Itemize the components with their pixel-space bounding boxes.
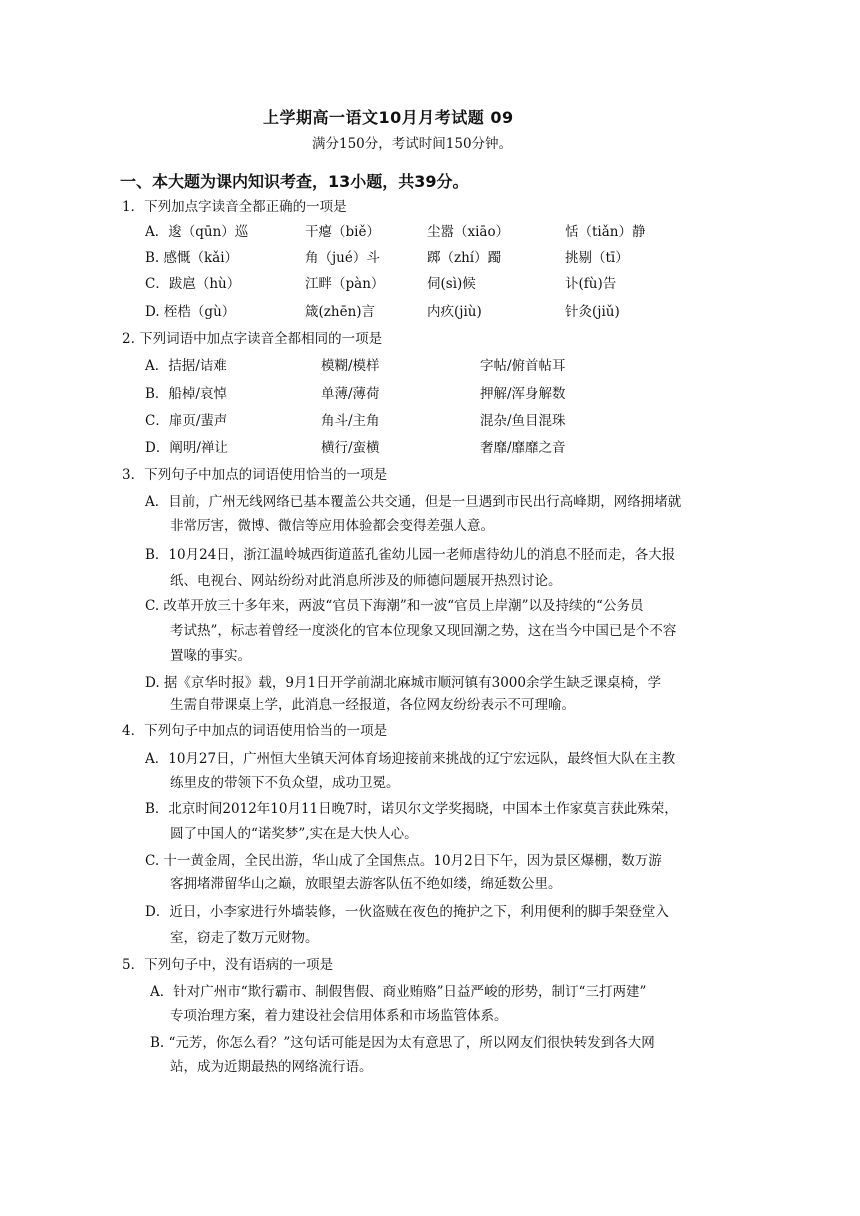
q3-option-b-line-2: 纸、电视台、网站纷纷对此消息所涉及的师德问题展开热烈讨论。 <box>170 573 562 589</box>
q1-b-item-1: B. 感慨（kǎi） <box>145 250 239 266</box>
q5-option-b-line-1: B. “元芳，你怎么看？”这句话可能是因为太有意思了，所以网友们很快转发到各大网 <box>150 1035 655 1051</box>
q3-option-a-line-2: 非常厉害，微博、微信等应用体验都会变得差强人意。 <box>170 518 494 534</box>
q1-a-item-3: 尘嚣（xiāo） <box>427 224 510 240</box>
q1-option-a <box>145 222 765 242</box>
q4-option-b-line-2: 圆了中国人的“诺奖梦”,实在是大快人心。 <box>170 826 418 842</box>
q2-option-a <box>145 356 765 376</box>
q1-c-item-2: 江畔（pàn） <box>305 276 385 292</box>
q1-c-item-4: 讣(fù)告 <box>565 276 617 292</box>
q3-option-c-line-1: C. 改革开放三十多年来，两波“官员下海潮”和一波“官员上岸潮”以及持续的“公务员 <box>145 598 644 614</box>
q2-c-item-3: 混杂/鱼目混珠 <box>480 413 566 429</box>
exam-subtitle: 满分150分，考试时间150分钟。 <box>312 136 513 152</box>
q3-option-d-line-2: 生需自带课桌上学，此消息一经报道，各位网友纷纷表示不可理喻。 <box>170 697 575 713</box>
q3-option-b-line-1: B．10月24日，浙江温岭城西街道蓝孔雀幼儿园一老师虐待幼儿的消息不胫而走，各大报 <box>145 547 676 563</box>
q2-c-item-1: C．扉页/蜚声 <box>145 413 228 429</box>
q2-d-item-1: D．阐明/禅让 <box>145 440 228 456</box>
q1-b-item-4: 挑剔（tī） <box>565 250 629 266</box>
q4-option-d-line-1: D．近日，小李家进行外墙装修，一伙盗贼在夜色的掩护之下，利用便利的脚手架登堂入 <box>145 904 669 920</box>
q5-option-b-line-2: 站，成为近期最热的网络流行语。 <box>170 1059 373 1075</box>
q1-a-item-2: 干瘪（biě） <box>305 224 380 240</box>
q4-option-a-line-1: A．10月27日，广州恒大坐镇天河体育场迎接前来挑战的辽宁宏远队，最终恒大队在主教 <box>145 751 676 767</box>
q2-b-item-3: 押解/浑身解数 <box>480 386 566 402</box>
q2-a-item-3: 字帖/俯首帖耳 <box>480 358 566 374</box>
section-heading: 一、本大题为课内知识考查，13小题，共39分。 <box>120 172 469 191</box>
q2-option-b <box>145 384 765 404</box>
q3-option-c-line-2: 考试热”，标志着曾经一度淡化的官本位现象又现回潮之势，这在当今中国已是个不容 <box>170 623 677 639</box>
q2-option-d <box>145 438 765 458</box>
q3-option-a-line-1: A．目前，广州无线网络已基本覆盖公共交通，但是一旦遇到市民出行高峰期，网络拥堵就 <box>145 494 682 510</box>
q1-c-item-3: 伺(sì)候 <box>427 276 476 292</box>
q4-option-c-line-2: 客拥堵滞留华山之巅，放眼望去游客队伍不绝如缕，绵延数公里。 <box>170 876 562 892</box>
q1-option-c <box>145 274 765 294</box>
q1-d-item-4: 针灸(jiǔ) <box>565 304 620 320</box>
q2-d-item-2: 横行/蛮横 <box>321 440 380 456</box>
q1-d-item-1: D. 桎梏（gù） <box>145 304 236 320</box>
q2-option-c <box>145 411 765 431</box>
q1-d-item-3: 内疚(jiù) <box>427 304 482 320</box>
q1-stem: 1．下列加点字读音全都正确的一项是 <box>122 199 347 215</box>
q4-option-c-line-1: C. 十一黄金周，全民出游，华山成了全国焦点。10月2日下午，因为景区爆棚，数万游 <box>145 853 662 869</box>
exam-title: 上学期高一语文10月月考试题 09 <box>263 108 514 127</box>
q2-b-item-2: 单薄/薄荷 <box>321 386 380 402</box>
q1-a-item-1: A．逡（qūn）巡 <box>145 224 249 240</box>
q2-a-item-1: A．拮据/诘难 <box>145 358 227 374</box>
q5-stem: 5．下列句子中，没有语病的一项是 <box>122 957 334 973</box>
q1-option-d <box>145 302 765 322</box>
q2-stem: 2. 下列词语中加点字读音全都相同的一项是 <box>122 331 383 347</box>
q2-b-item-1: B．船棹/哀悼 <box>145 386 227 402</box>
q3-option-d-line-1: D. 据《京华时报》载，9月1日开学前湖北麻城市顺河镇有3000余学生缺乏课桌椅，学 <box>145 675 661 691</box>
q4-option-a-line-2: 练里皮的带领下不负众望，成功卫冕。 <box>170 775 400 791</box>
q2-d-item-3: 奢靡/靡靡之音 <box>480 440 566 456</box>
q1-a-item-4: 恬（tiǎn）静 <box>565 224 646 240</box>
q1-b-item-2: 角（jué）斗 <box>305 250 380 266</box>
q1-c-item-1: C．跋扈（hù） <box>145 276 241 292</box>
q3-option-c-line-3: 置喙的事实。 <box>170 648 251 664</box>
q4-option-b-line-1: B．北京时间2012年10月11日晚7时，诺贝尔文学奖揭晓，中国本土作家莫言获此殊荣， <box>145 801 678 817</box>
q5-option-a-line-1: A．针对广州市“欺行霸市、制假售假、商业贿赂”日益严峻的形势，制订“三打两建” <box>150 984 647 1000</box>
q2-a-item-2: 模糊/模样 <box>321 358 380 374</box>
q4-option-d-line-2: 室，窃走了数万元财物。 <box>170 930 319 946</box>
q1-d-item-2: 箴(zhēn)言 <box>305 304 376 320</box>
q1-b-item-3: 踯（zhí）躅 <box>427 250 502 266</box>
q3-stem: 3．下列句子中加点的词语使用恰当的一项是 <box>122 467 388 483</box>
q4-stem: 4．下列句子中加点的词语使用恰当的一项是 <box>122 723 388 739</box>
q1-option-b <box>145 248 765 268</box>
q5-option-a-line-2: 专项治理方案，着力建设社会信用体系和市场监管体系。 <box>170 1008 508 1024</box>
q2-c-item-2: 角斗/主角 <box>321 413 380 429</box>
